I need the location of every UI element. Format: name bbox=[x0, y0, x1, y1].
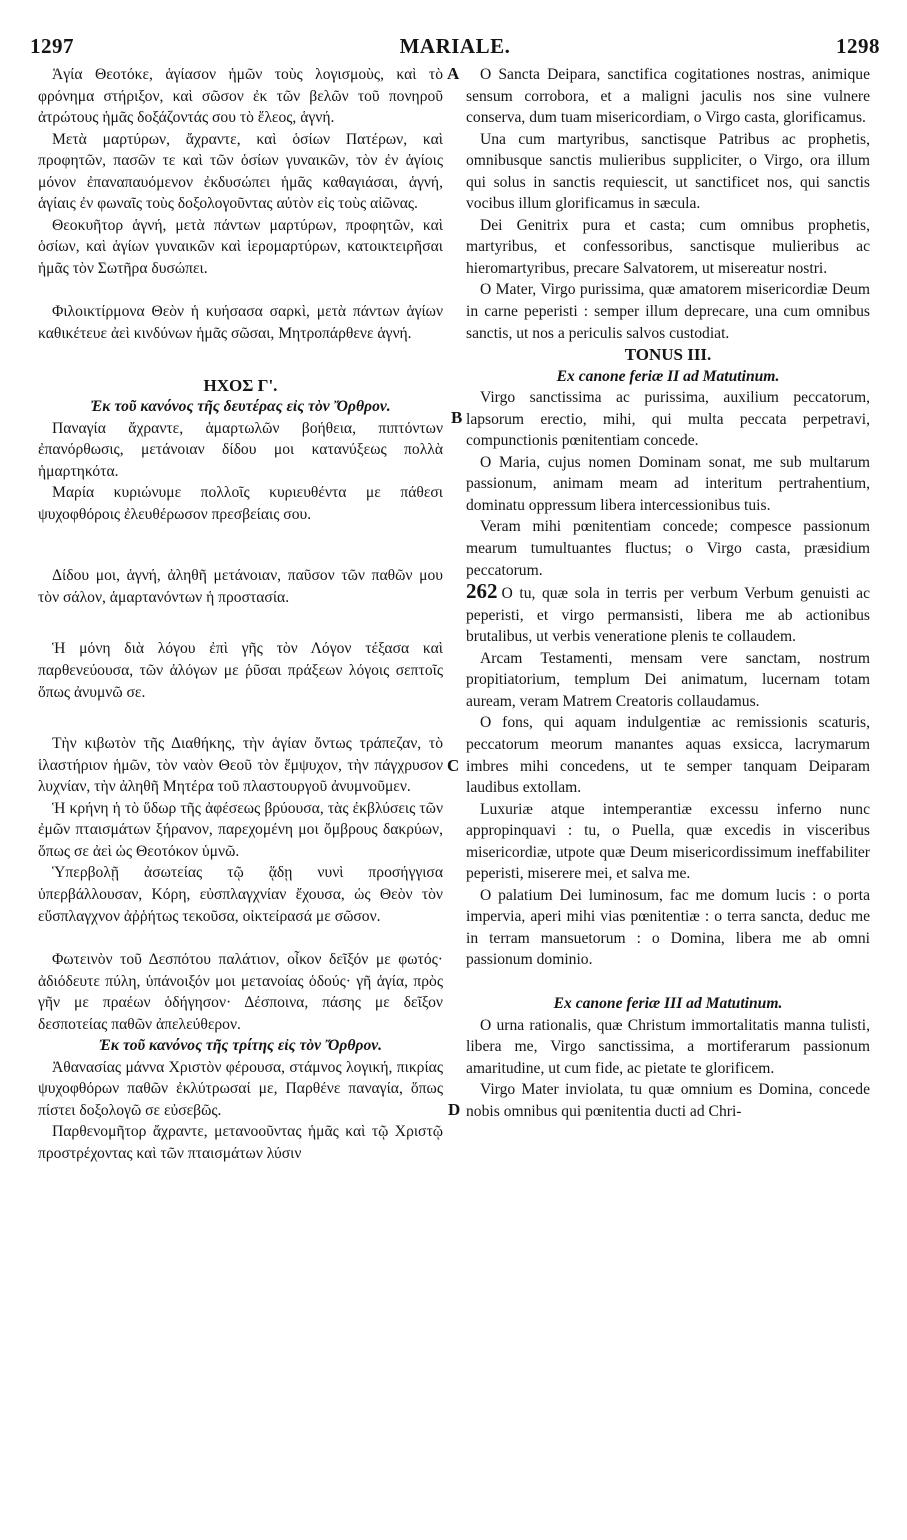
page-header bbox=[30, 34, 880, 60]
margin-marker-a: A bbox=[447, 64, 460, 83]
greek-paragraph: Θεοκυῆτορ ἁγνή, μετὰ πάντων μαρτύρων, προφητῶν, καὶ ὁσίων, καὶ ἁγίων γυναικῶν καὶ ἱερομαρτύρων, κατοικτειρῆσαι ἡμᾶς τὸν Σωτῆρα δυσώπει. bbox=[38, 216, 443, 277]
latin-canon-subheading: Ex canone feriæ II ad Matutinum. bbox=[556, 367, 780, 385]
greek-paragraph: Δίδου μοι, ἁγνή, ἀληθῆ μετάνοιαν, παῦσον τῶν παθῶν μου τὸν σάλον, ἁμαρτανόντων ἡ προστασία. bbox=[38, 567, 443, 606]
latin-paragraph: Virgo Mater inviolata, tu quæ omnium es Domina, concede nobis omnibus qui pœnitentia ducti ad Chri- bbox=[466, 1081, 870, 1120]
margin-marker-d: D bbox=[448, 1100, 461, 1119]
latin-tonus-heading: TONUS III. bbox=[624, 345, 712, 365]
greek-paragraph: Ἁγία Θεοτόκε, ἁγίασον ἡμῶν τοὺς λογισμοὺς, καὶ τὸ φρόνημα στήριξον, καὶ σῶσον ἐκ τῶν βελῶν τοῦ πονηροῦ ἀτρώτους ἡμᾶς δοξάζοντάς σου τὸ ἔλεος, ἁγνή. bbox=[38, 66, 443, 127]
greek-column bbox=[38, 64, 443, 1165]
latin-paragraph: Arcam Testamenti, mensam vere sanctam, nostrum propitiatorium, templum Dei animatum, lucernam totam auream, veram Matrem Creatoris collaudamus. bbox=[466, 649, 870, 710]
latin-column bbox=[466, 64, 870, 1122]
greek-canon-subheading: Ἐκ τοῦ κανόνος τῆς τρίτης εἰς τὸν Ὄρθρον. bbox=[98, 1037, 383, 1055]
latin-paragraph: Luxuriæ atque intemperantiæ excessu inferno nunc appropinquavi : tu, o Puella, quæ excedis in visceribus misericordiæ, utpote quæ Deum misericordissimum ineffabiliter peperisti, miserere mei, et salva me. bbox=[466, 800, 870, 883]
margin-marker-b: B bbox=[451, 408, 463, 427]
greek-paragraph: Μαρία κυριώνυμε πολλοῖς κυριευθέντα με πάθεσι ψυχοφθόροις ἐλευθέρωσον πρεσβείαις σου. bbox=[38, 484, 443, 523]
greek-paragraph: Ἡ κρήνη ἡ τὸ ὕδωρ τῆς ἀφέσεως βρύουσα, τὰς ἐκβλύσεις τῶν ἐμῶν πταισμάτων ξήρανον, παρεχομένη μοι ὄμβρους δακρύων, ὅπως σε ἀεὶ ὡς Θεοτόκον ὑμνῶ. bbox=[38, 799, 443, 860]
latin-paragraph: O Maria, cujus nomen Dominam sonat, me sub multarum passionum, animam meam ad interitum pertrahentium, dominatu oppressum libera intercessionibus tuis. bbox=[466, 453, 870, 514]
latin-paragraph: Veram mihi pœnitentiam concede; compesce passionum mearum tumultuantes fluctus; o Virgo casta, præsidium peccatorum. bbox=[466, 518, 870, 579]
latin-paragraph: O Sancta Deipara, sanctifica cogitationes nostras, animique sensum corrobora, et a maligni jaculis nos sine vulnere conserva, dum tuam misericordiam, o Virgo casta, glorificamus. bbox=[466, 66, 870, 127]
greek-paragraph: Φιλοικτίρμονα Θεὸν ἡ κυήσασα σαρκὶ, μετὰ πάντων ἁγίων καθικέτευε ἀεὶ κινδύνων ἡμᾶς σῶσαι, Μητροπάρθενε ἁγνή. bbox=[38, 303, 443, 343]
margin-marker-c: C bbox=[447, 756, 460, 775]
greek-paragraph: Μετὰ μαρτύρων, ἄχραντε, καὶ ὁσίων Πατέρων, καὶ προφητῶν, πασῶν τε καὶ τῶν ὁσίων γυναικῶν, τὸν ἐν ἁγίοις μόνον ἐπαναπαυόμενον ἐκδυσώπει ἡμᾶς καθαγιάσαι, ἁγνή, ἁγίαις ἐν φωναῖς τοὺς δοξολογοῦντας αὐτὸν εἰς τοὺς αἰῶνας. bbox=[38, 130, 443, 213]
greek-paragraph: Τὴν κιβωτὸν τῆς Διαθήκης, τὴν ἁγίαν ὄντως τράπεζαν, τὸ ἱλαστήριον ἡμῶν, τὸν ναὸν Θεοῦ τὸν ἔμψυχον, τὴν πάγχρυσον λυχνίαν, τὴν ἀληθῆ Μητέρα τοῦ πλαστουργοῦ ἀνυμνοῦμεν. bbox=[38, 735, 443, 796]
greek-paragraph: Ἀθανασίας μάννα Χριστὸν φέρουσα, στάμνος λογική, πικρίας ψυχοφθόρων παθῶν ἐκλύτρωσαί με, Παρθένε παναγία, ὅπως πίστει δοξολογῶ σε εὐσεβῶς. bbox=[38, 1058, 443, 1119]
latin-paragraph: O urna rationalis, quæ Christum immortalitatis manna tulisti, libera me, Virgo sanctissima, a mortiferarum passionum amaritudine, ut cum fide, ac pietate te glorificem. bbox=[466, 1016, 870, 1077]
greek-tonus-heading: ΗΧΟΣ Γ'. bbox=[203, 375, 278, 395]
greek-paragraph: Ἡ μόνη διὰ λόγου ἐπὶ γῆς τὸν Λόγον τέξασα καὶ παρθενεύουσα, τῶν ἀλόγων με ῥῦσαι πράξεων λόγοις σεπτοῖς ὅπως ἀνυμνῶ σε. bbox=[38, 640, 443, 701]
greek-paragraph: Φωτεινὸν τοῦ Δεσπότου παλάτιον, οἶκον δεῖξόν με φωτός· ἀδιόδευτε πύλη, ὑπάνοιξόν μοι μετανοίας ὁδούς· γῆ ἁγία, πρὸς γῆν με πραέων ὁδήγησον· Δέσποινα, πάσης με δεῖξον δεσποτείας παθῶν ἀπελεύθερον. bbox=[38, 951, 443, 1033]
greek-paragraph: Ὑπερβολῇ ἀσωτείας τῷ ᾅδῃ νυνὶ προσήγγισα ὑπερβάλλουσαν, Κόρη, εὐσπλαγχνίαν ἔχουσα, ὡς Θεὸν τὸν εὔσπλαγχνον ἀῤῥήτως τεκοῦσα, οἰκτείρασά με σῶσον. bbox=[38, 864, 443, 925]
latin-paragraph: O palatium Dei luminosum, fac me domum lucis : o porta impervia, aperi mihi vias pœnitentiæ : o terra sancta, deduc me in terram mansuetorum : o Domina, libera me ab omni passionum dominio. bbox=[466, 886, 870, 969]
greek-paragraph: Παναγία ἄχραντε, ἁμαρτωλῶν βοήθεια, πιπτόντων ἐπανόρθωσις, μετάνοιαν δίδου μοι κατανύξεως πολλὰ ἡμαρτηκότα. bbox=[38, 419, 443, 480]
column-number: 262 bbox=[466, 579, 498, 604]
latin-paragraph: O Mater, Virgo purissima, quæ amatorem misericordiæ Deum in carne peperisti : semper illum deprecare, una cum omnibus sanctis, ut nos a periculis salvos custodiat. bbox=[466, 281, 870, 342]
latin-paragraph bbox=[466, 581, 870, 648]
latin-paragraph: Una cum martyribus, sanctisque Patribus ac prophetis, omnibusque sanctis mulieribus suppliciter, o Virgo, ora illum qui solus in sanctis requiescit, ut sanctificet nos, qui sanctis vocibus illum glorificamus in sæcula. bbox=[466, 130, 870, 213]
latin-paragraph-text: O tu, quæ sola in terris per verbum Verbum genuisti ac peperisti, et virgo permansisti, libera me ab actionibus brutalibus, ut verbis veneratione plenis te collaudem. bbox=[466, 585, 870, 646]
page-number-right: 1298 bbox=[836, 34, 880, 58]
page-number-left: 1297 bbox=[30, 34, 74, 58]
greek-canon-subheading: Ἐκ τοῦ κανόνος τῆς δευτέρας εἰς τὸν Ὄρθρον. bbox=[90, 398, 391, 416]
latin-canon-subheading: Ex canone feriæ III ad Matutinum. bbox=[553, 994, 783, 1012]
greek-paragraph: Παρθενομῆτορ ἄχραντε, μετανοοῦντας ἡμᾶς καὶ τῷ Χριστῷ προστρέχοντας καὶ τῶν πταισμάτων λύσιν bbox=[38, 1123, 443, 1162]
running-title: MARIALE. bbox=[399, 34, 511, 58]
latin-paragraph: O fons, qui aquam indulgentiæ ac remissionis scaturis, peccatorum meorum manantes aquas exsicca, lacrymarum imbres mihi concedens, ut te semper tanquam Deiparam laudibus extollam. bbox=[466, 714, 870, 797]
latin-paragraph: Virgo sanctissima ac purissima, auxilium peccatorum, lapsorum erectio, mihi, qui multa peccata perpetravi, compunctionis pœnitentiam concede. bbox=[466, 389, 870, 450]
latin-paragraph: Dei Genitrix pura et casta; cum omnibus prophetis, martyribus, et confessoribus, sanctisque mulieribus ac hieromartyribus, precare Salvatorem, ut misereatur nostri. bbox=[466, 216, 870, 277]
